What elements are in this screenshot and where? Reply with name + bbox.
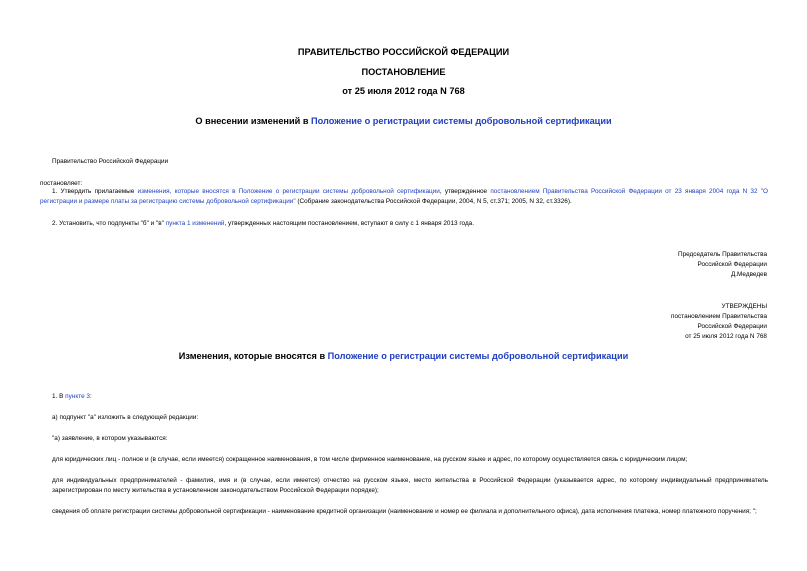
change-item-1-text-a: 1. В [52, 393, 66, 400]
approved-block [671, 302, 767, 342]
legal-entities-text: для юридических лиц - полное и (в случае, если имеется) сокращенное наименования, в том числе фирменное наименование, на русском языке и адрес, по которому осуществляется связь с юридическим лицом; [52, 456, 688, 463]
document-date: от 25 июля 2012 года N 768 [342, 86, 465, 96]
paragraph-2 [52, 219, 768, 229]
individual-entrepreneurs-text: для индивидуальных предпринимателей - фамилия, имя и (в случае, если имеется) отчество на русском языке, место жительства в Российской Федерации (указывается адрес, по которому индивидуальный предприниматель зарегистрирован по месту жительства в установленном законодательством Российской Федерации порядке); [52, 477, 768, 494]
changes-link[interactable]: изменения, которые вносятся в Положение о регистрации системы добровольной сертификации [137, 188, 440, 195]
signature-country: Российской Федерации [697, 261, 767, 268]
document-type: ПОСТАНОВЛЕНИЕ [361, 67, 446, 77]
change-item-1 [52, 392, 768, 402]
paragraph-1 [40, 187, 768, 207]
resolves-text: постановляет: [40, 180, 83, 187]
change-item-1-text-b: : [89, 393, 92, 400]
approved-country: Российской Федерации [697, 323, 767, 330]
paragraph-1-text-a: 1. Утвердить прилагаемые [52, 188, 138, 195]
signature-name: Д.Медведев [730, 271, 767, 278]
clause-3-link[interactable]: пункте 3 [65, 393, 90, 400]
paragraph-1-text-b: , утвержденное [439, 188, 491, 195]
approved-by: постановлением Правительства [671, 313, 767, 320]
approved-date: от 25 июля 2012 года N 768 [685, 333, 767, 340]
government-heading: ПРАВИТЕЛЬСТВО РОССИЙСКОЙ ФЕДЕРАЦИИ [297, 47, 510, 57]
changes-title [0, 351, 807, 361]
subclause-a: а) подпункт "а" изложить в следующей редакции: [52, 414, 199, 421]
payment-info-text: сведения об оплате регистрации системы добровольной сертификации - наименование кредитной организации (наименование и номер ее филиала и дополнительного офиса), дата исполнения платежа, номер платежного поручения; "; [52, 508, 757, 515]
government-name: Правительство Российской Федерации [52, 158, 169, 165]
item-1-changes-link[interactable]: пункта 1 изменений [165, 220, 225, 227]
changes-regulation-link[interactable]: Положение о регистрации системы добровольной сертификации [327, 351, 629, 361]
document-title-prefix: О внесении изменений в [195, 116, 312, 126]
changes-title-prefix: Изменения, которые вносятся в [178, 351, 328, 361]
paragraph-2-text-b: , утвержденных настоящим постановлением, вступают в силу с 1 января 2013 года. [224, 220, 475, 227]
signature-block [678, 250, 767, 280]
approved-heading: УТВЕРЖДЕНЫ [721, 303, 767, 310]
signature-position: Председатель Правительства [678, 251, 767, 258]
resolution-link[interactable]: постановлением Правительства Российской Федерации от 23 января 2004 года N 32 "О регистрации и размере платы за регистрацию системы добровольной сертификации" [40, 188, 768, 205]
paragraph-1-text-c: (Собрание законодательства Российской Федерации, 2004, N 5, ст.371; 2005, N 32, ст.3326). [295, 198, 572, 205]
paragraph-2-text-a: 2. Установить, что подпункты "б" и "в" [52, 220, 166, 227]
document-title [0, 116, 807, 126]
quote-a: "а) заявление, в котором указываются: [52, 435, 168, 442]
regulation-link[interactable]: Положение о регистрации системы добровольной сертификации [311, 116, 612, 126]
